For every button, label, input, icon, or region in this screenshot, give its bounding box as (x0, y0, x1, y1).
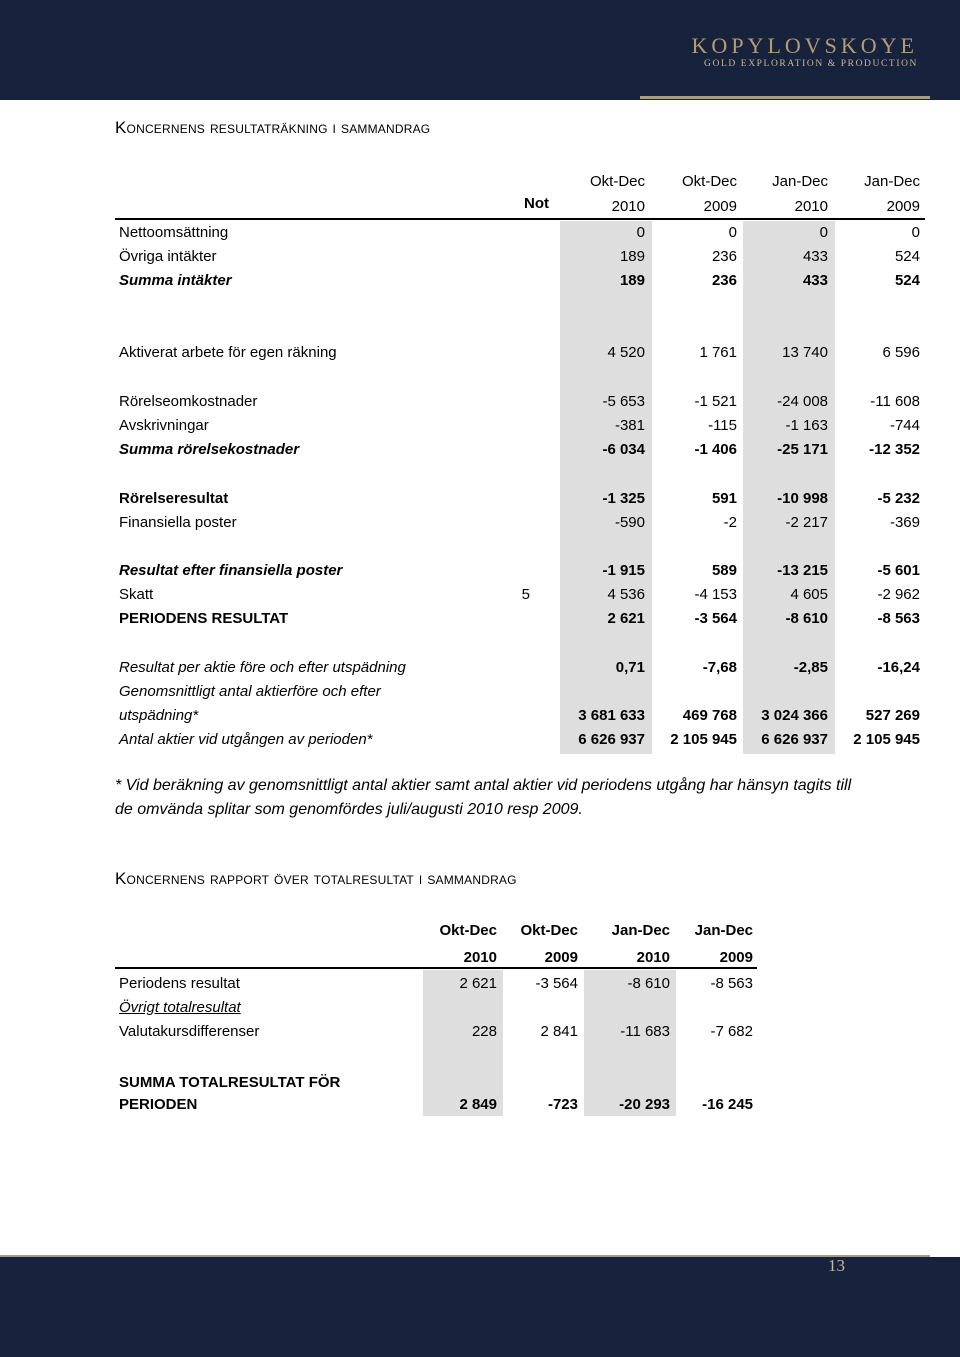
column-header-year: 2010 (636, 949, 670, 966)
row-label: Periodens resultat (119, 975, 240, 992)
row-label: Resultat efter finansiella poster (119, 562, 343, 579)
column-header-year: 2009 (703, 198, 737, 215)
column-header-period: Okt-Dec (520, 922, 578, 939)
value-cell: 0,71 (615, 659, 645, 676)
company-logo: KOPYLOVSKOYE (691, 33, 918, 58)
value-cell: -369 (889, 514, 920, 531)
row-label: Valutakursdifferenser (119, 1023, 260, 1040)
column-header-year: 2009 (886, 198, 920, 215)
header-rule (115, 218, 925, 220)
row-note: 5 (521, 586, 530, 603)
value-cell: 527 269 (865, 707, 920, 724)
value-cell: 228 (471, 1023, 497, 1040)
value-cell: 2 105 945 (670, 731, 737, 748)
value-cell: 3 024 366 (761, 707, 828, 724)
company-tagline: GOLD EXPLORATION & PRODUCTION (704, 59, 918, 69)
value-cell: 6 596 (882, 344, 920, 361)
value-cell: 524 (894, 272, 920, 289)
column-header-period: Jan-Dec (772, 173, 828, 190)
column-header-year: 2010 (611, 198, 645, 215)
value-cell: 189 (619, 272, 645, 289)
value-cell: -16 245 (702, 1096, 753, 1113)
value-cell: -1 915 (602, 562, 645, 579)
value-cell: -723 (547, 1096, 578, 1113)
value-cell: -11 683 (620, 1023, 670, 1040)
row-label: utspädning* (119, 707, 199, 724)
value-cell: -744 (889, 417, 920, 434)
column-header-period: Okt-Dec (589, 173, 645, 190)
value-cell: -1 325 (602, 490, 645, 507)
page-number: 13 (828, 1256, 845, 1275)
value-cell: -16,24 (877, 659, 920, 676)
value-cell: -381 (614, 417, 645, 434)
row-label: Avskrivningar (119, 417, 209, 434)
column-header-period: Jan-Dec (611, 922, 670, 939)
value-cell: -590 (614, 514, 645, 531)
value-cell: -24 008 (777, 393, 828, 410)
value-cell: 2 849 (459, 1096, 497, 1113)
value-cell: -5 601 (877, 562, 920, 579)
header-rule (115, 967, 757, 969)
row-label: Finansiella poster (119, 514, 237, 531)
row-label: SUMMA TOTALRESULTAT FÖR (119, 1074, 341, 1091)
row-label: Nettoomsättning (119, 224, 229, 241)
value-cell: -1 406 (694, 441, 737, 458)
row-label: Övriga intäkter (119, 248, 217, 265)
value-cell: 524 (894, 248, 920, 265)
value-cell: 0 (819, 224, 828, 241)
value-cell: -7,68 (702, 659, 737, 676)
row-label: Rörelseresultat (119, 490, 229, 507)
value-cell: -8 610 (627, 975, 670, 992)
column-header-year: 2010 (463, 949, 497, 966)
value-cell: 433 (802, 272, 828, 289)
value-cell: -2,85 (793, 659, 828, 676)
footnote: * Vid beräkning av genomsnittligt antal aktier samt antal aktier vid periodens utgång har hänsyn tagits till de omvända splitar som genomfördes juli/augusti 2010 resp 2009. (115, 777, 852, 818)
value-cell: -3 564 (535, 975, 578, 992)
value-cell: -7 682 (710, 1023, 753, 1040)
value-cell: 2 841 (540, 1023, 578, 1040)
value-cell: -8 610 (785, 610, 828, 627)
value-cell: 4 520 (607, 344, 645, 361)
column-header-year: 2009 (719, 949, 753, 966)
value-cell: -12 352 (869, 441, 920, 458)
row-label: Summa intäkter (119, 272, 232, 289)
value-cell: -13 215 (777, 562, 828, 579)
value-cell: -2 217 (785, 514, 828, 531)
value-cell: 433 (802, 248, 828, 265)
column-header-period: Jan-Dec (694, 922, 753, 939)
value-cell: 4 536 (607, 586, 645, 603)
page-header (0, 0, 960, 100)
section1-title: Koncernens resultaträkning i sammandrag (115, 118, 431, 137)
value-cell: -20 293 (619, 1096, 670, 1113)
value-cell: -2 962 (877, 586, 920, 603)
column-header-period: Jan-Dec (864, 173, 920, 190)
row-label: Övrigt totalresultat (119, 999, 241, 1016)
value-cell: 469 768 (682, 707, 737, 724)
row-label: Rörelseomkostnader (119, 393, 258, 410)
row-label: PERIODENS RESULTAT (119, 610, 289, 627)
value-cell: -1 521 (694, 393, 737, 410)
row-label: Antal aktier vid utgången av perioden* (119, 731, 373, 748)
value-cell: -3 564 (694, 610, 737, 627)
column-header-period: Okt-Dec (681, 173, 737, 190)
row-label: Summa rörelsekostnader (119, 441, 300, 458)
value-cell: 2 105 945 (853, 731, 920, 748)
value-cell: 2 621 (607, 610, 645, 627)
value-cell: 0 (911, 224, 920, 241)
row-label: Genomsnittligt antal aktierföre och efter (119, 683, 381, 700)
value-cell: 6 626 937 (578, 731, 645, 748)
header-divider (640, 96, 930, 99)
column-header-year: 2010 (794, 198, 828, 215)
value-cell: -6 034 (602, 441, 645, 458)
value-cell: 4 605 (790, 586, 828, 603)
value-cell: -1 163 (785, 417, 828, 434)
section2-title: Koncernens rapport över totalresultat i sammandrag (115, 869, 517, 888)
value-cell: 189 (619, 248, 645, 265)
value-cell: -10 998 (777, 490, 828, 507)
row-label: Resultat per aktie före och efter utspädning (119, 659, 406, 676)
value-cell: -2 (723, 514, 737, 531)
value-cell: -25 171 (777, 441, 828, 458)
value-cell: 236 (711, 272, 737, 289)
column-header-not: Not (524, 195, 549, 212)
value-cell: 236 (711, 248, 737, 265)
value-cell: 6 626 937 (761, 731, 828, 748)
value-cell: -4 153 (694, 586, 737, 603)
value-cell: 1 761 (699, 344, 737, 361)
page-footer (0, 1257, 960, 1357)
row-label: Aktiverat arbete för egen räkning (119, 344, 337, 361)
value-cell: -5 232 (877, 490, 920, 507)
value-cell: 589 (711, 562, 737, 579)
value-cell: 0 (636, 224, 645, 241)
value-cell: 13 740 (782, 344, 828, 361)
column-header-year: 2009 (544, 949, 578, 966)
value-cell: 2 621 (459, 975, 497, 992)
value-cell: -8 563 (710, 975, 753, 992)
value-cell: 3 681 633 (578, 707, 645, 724)
column-header-period: Okt-Dec (439, 922, 497, 939)
value-cell: -5 653 (602, 393, 645, 410)
value-cell: 0 (728, 224, 737, 241)
value-cell: -8 563 (877, 610, 920, 627)
value-cell: -11 608 (870, 393, 920, 410)
value-cell: -115 (708, 417, 737, 434)
value-cell: 591 (711, 490, 737, 507)
row-label: PERIODEN (119, 1096, 198, 1113)
row-label: Skatt (119, 586, 154, 603)
